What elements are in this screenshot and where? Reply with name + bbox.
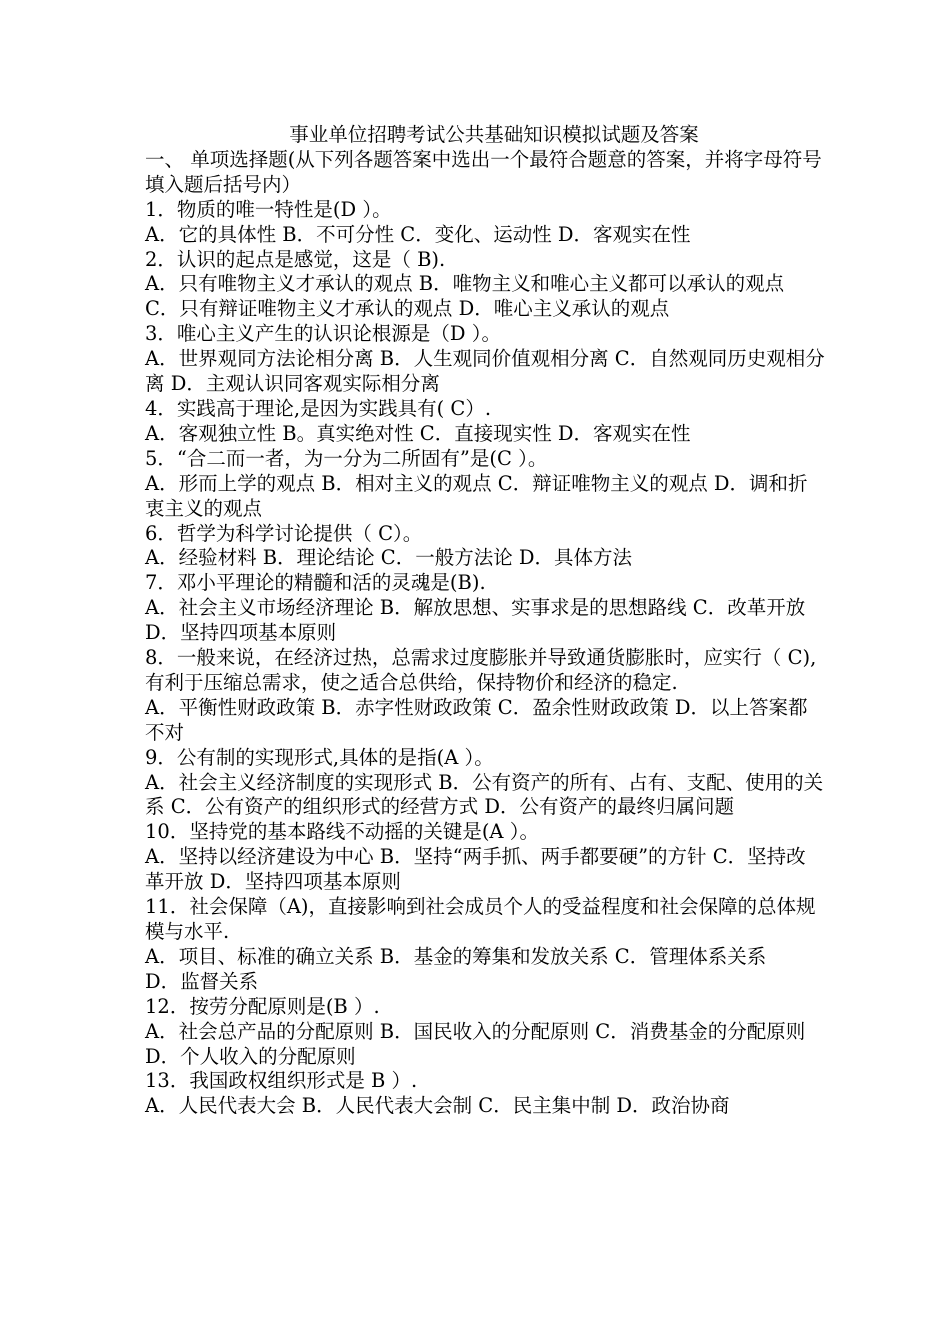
question-text: 9．公有制的实现形式,具体的是指(A ）。 [145, 745, 494, 769]
question-options: A．只有唯物主义才承认的观点 B．唯物主义和唯心主义都可以承认的观点 [145, 272, 785, 296]
question-text: 11．社会保障（A)，直接影响到社会成员个人的受益程度和社会保障的总体规模与水平. [145, 895, 816, 943]
question-text: 3．唯心主义产生的认识论根源是（D ）。 [145, 322, 501, 346]
question-options: A．坚持以经济建设为中心 B．坚持“两手抓、两手都要硬”的方针 C．坚持改革开放 D．坚持四项基本原则 [145, 845, 806, 894]
question-text: 7．邓小平理论的精髓和活的灵魂是(B). [145, 571, 486, 595]
question-options: A．社会主义市场经济理论 B．解放思想、实事求是的思想路线 C．改革开放 D．坚持四项基本原则 [145, 596, 812, 645]
question-text: 12．按劳分配原则是(B ）. [145, 994, 380, 1018]
question-options: A．项目、标准的确立关系 B．基金的筹集和发放关系 C．管理体系关系 [145, 944, 767, 968]
question-text: 5．“合二而一者，为一分为二所固有”是(C ）。 [145, 446, 548, 470]
question-options: A．世界观同方法论相分离 B．人生观同价值观相分离 C．自然观同历史观相分离 D．主观认识同客观实际相分离 [145, 347, 825, 396]
question-text: 8．一般来说，在经济过热，总需求过度膨胀并导致通货膨胀时，应实行（ C),有利于压缩总需求，使之适合总供给，保持物价和经济的稳定. [145, 646, 817, 694]
document-title: 事业单位招聘考试公共基础知识模拟试题及答案 [289, 123, 699, 146]
question-text: 6．哲学为科学讨论提供（ C）。 [145, 521, 423, 545]
question-options: A．形而上学的观点 B．相对主义的观点 C．辩证唯物主义的观点 D．调和折衷主义的观点 [145, 471, 808, 520]
question-text: 4．实践高于理论,是因为实践具有( C）. [145, 396, 492, 420]
section-heading: 一、 单项选择题(从下列各题答案中选出一个最符合题意的答案，并将字母符号填入题后括号内） [145, 147, 822, 196]
question-text: 2．认识的起点是感觉，这是（ B). [145, 247, 446, 271]
question-options: A．经验材料 B．理论结论 C．一般方法论 D．具体方法 [145, 546, 633, 570]
question-text: 10．坚持党的基本路线不动摇的关键是(A ）。 [145, 820, 539, 844]
question-options: C．只有辩证唯物主义才承认的观点 D．唯心主义承认的观点 [145, 297, 670, 321]
question-options: A．客观独立性 B。真实绝对性 C．直接现实性 D．客观实在性 [145, 421, 691, 445]
question-options: A．人民代表大会 B．人民代表大会制 C．民主集中制 D．政治协商 [145, 1094, 730, 1118]
question-options: A．社会主义经济制度的实现形式 B．公有资产的所有、占有、支配、使用的关系 C．公有资产的组织形式的经营方式 D．公有资产的最终归属问题 [145, 770, 824, 819]
document-body [145, 123, 825, 1119]
question-options: D．监督关系 [145, 969, 259, 993]
question-options: A．平衡性财政政策 B．赤字性财政政策 C．盈余性财政政策 D．以上答案都不对 [145, 695, 808, 744]
question-text: 1．物质的唯一特性是(D ）。 [145, 197, 392, 221]
question-text: 13．我国政权组织形式是 B ）. [145, 1069, 418, 1093]
question-options: A．社会总产品的分配原则 B．国民收入的分配原则 C．消费基金的分配原则 D．个人收入的分配原则 [145, 1019, 812, 1068]
question-options: A．它的具体性 B．不可分性 C．变化、运动性 D．客观实在性 [145, 222, 691, 246]
